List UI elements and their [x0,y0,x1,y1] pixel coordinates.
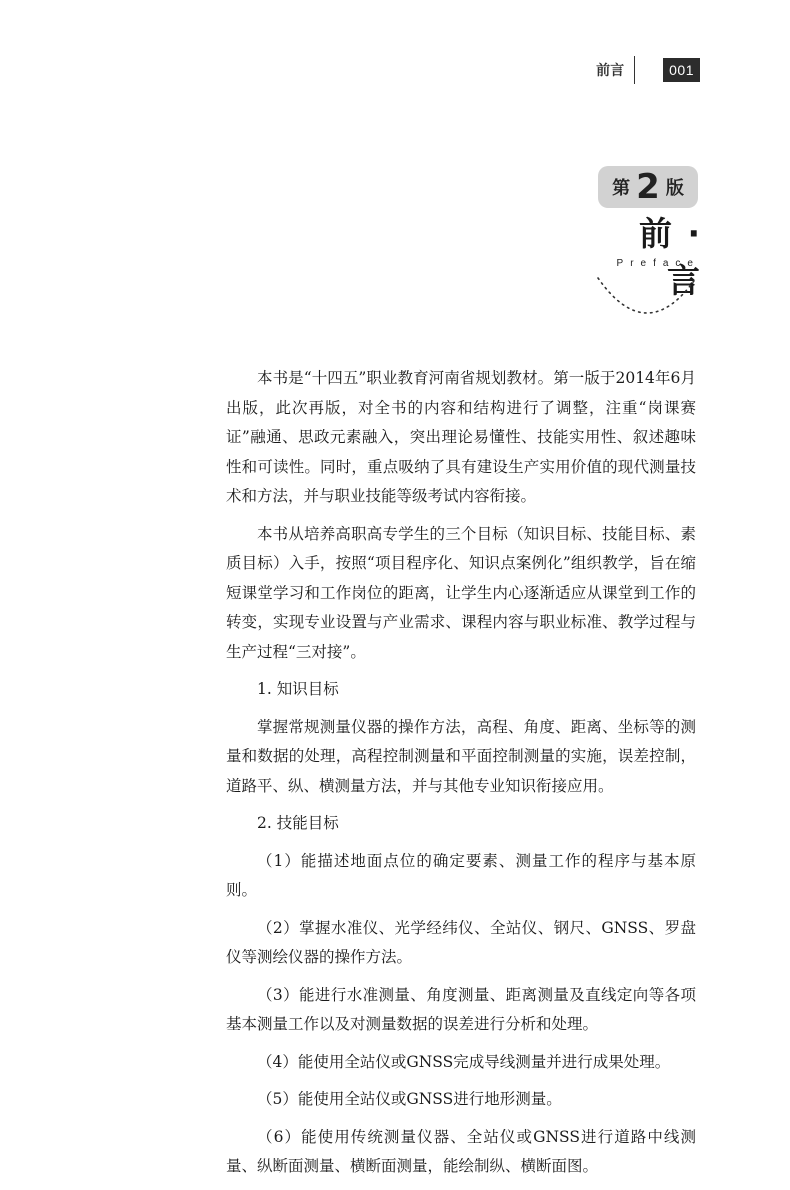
section-heading: 2. 技能目标 [257,814,339,832]
list-item: （6）能使用传统测量仪器、全站仪或GNSS进行道路中线测量、纵断面测量、横断面测量，能绘制纵、横断面图。 [226,1127,696,1175]
list-item: （2）掌握水准仪、光学经纬仪、全站仪、钢尺、GNSS、罗盘仪等测绘仪器的操作方法。 [226,918,696,966]
list-item: （5）能使用全站仪或GNSS进行地形测量。 [257,1090,562,1108]
edition-badge [598,166,698,208]
edition-number: 2 [636,167,660,207]
preface-subtitle: Preface [616,258,700,269]
running-head-title: 前言 [596,63,625,79]
running-head-divider [634,56,635,84]
preface-body [226,364,696,1190]
running-head [596,56,700,84]
preface-title: 前 · 言 [638,214,702,300]
section-heading: 1. 知识目标 [257,680,339,698]
dotted-arc-decoration [592,268,702,318]
list-item: （3）能进行水准测量、角度测量、距离测量及直线定向等各项基本测量工作以及对测量数据的误差进行分析和处理。 [226,985,696,1033]
paragraph: 掌握常规测量仪器的操作方法，高程、角度、距离、坐标等的测量和数据的处理，高程控制测量和平面控制测量的实施，误差控制，道路平、纵、横测量方法，并与其他专业知识衔接应用。 [226,717,696,795]
page-number: 001 [663,58,700,82]
paragraph: 本书是“十四五”职业教育河南省规划教材。第一版于2014年6月出版，此次再版，对全书的内容和结构进行了调整，注重“岗课赛证”融通、思政元素融入，突出理论易懂性、技能实用性、叙述趣味性和可读性。同时，重点吸纳了具有建设生产实用价值的现代测量技术和方法，并与职业技能等级考试内容衔接。 [226,369,696,505]
edition-suffix: 版 [665,178,684,199]
paragraph: 本书从培养高职高专学生的三个目标（知识目标、技能目标、素质目标）入手，按照“项目程序化、知识点案例化”组织教学，旨在缩短课堂学习和工作岗位的距离，让学生内心逐渐适应从课堂到工作的转变，实现专业设置与产业需求、课程内容与职业标准、教学过程与生产过程“三对接”。 [226,524,696,661]
edition-prefix: 第 [612,178,631,199]
list-item: （4）能使用全站仪或GNSS完成导线测量并进行成果处理。 [257,1052,671,1071]
list-item: （1）能描述地面点位的确定要素、测量工作的程序与基本原则。 [226,851,696,899]
